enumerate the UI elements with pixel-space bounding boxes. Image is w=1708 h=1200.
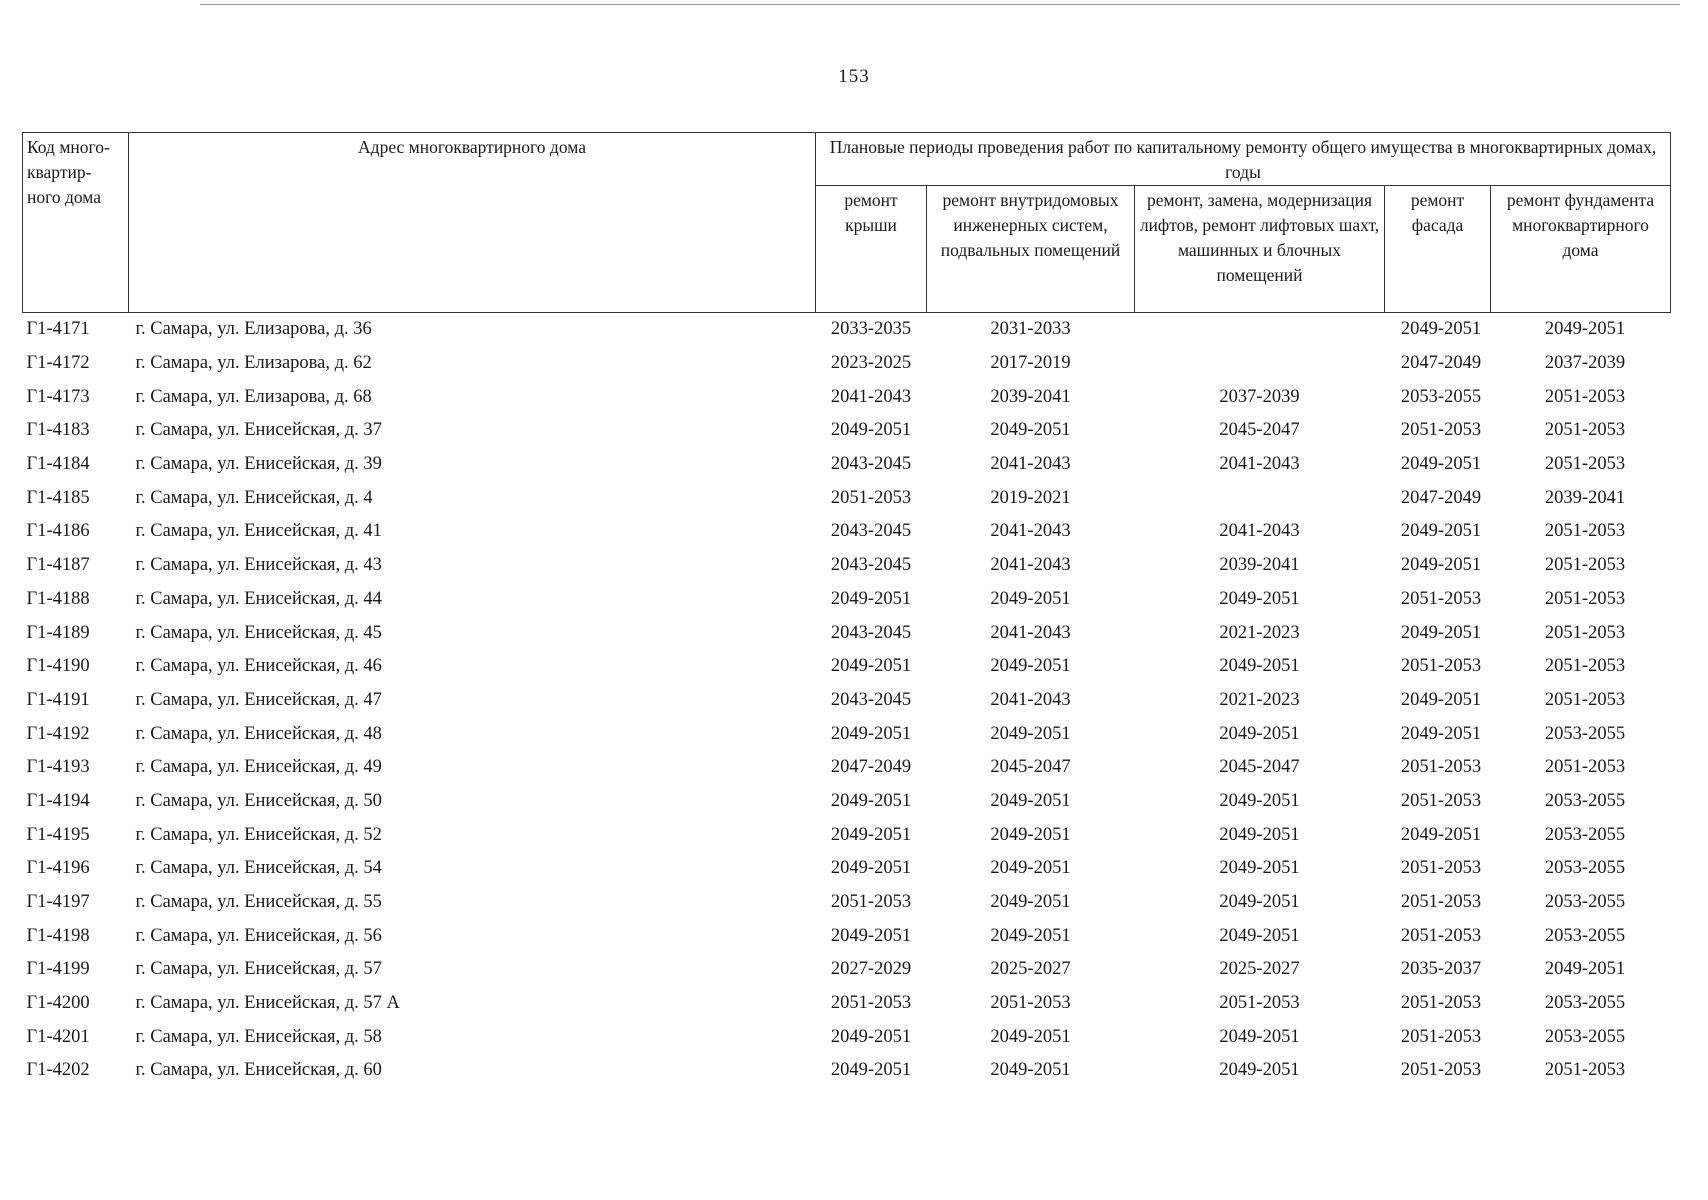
cell-roof: 2051-2053 [830,892,912,913]
cell-roof: 2041-2043 [830,386,912,407]
cell-foundation: 2053-2055 [1544,892,1626,913]
table-row [23,1020,1671,1054]
cell-facade: 2049-2051 [1400,824,1482,845]
cell-roof: 2049-2051 [830,588,912,609]
cell-foundation: 2053-2055 [1544,925,1626,946]
cell-address: г. Самара, ул. Енисейская, д. 49 [135,757,382,778]
cell-foundation: 2051-2053 [1544,555,1626,576]
cell-engineering: 2049-2051 [990,723,1071,744]
cell-code: Г1-4172 [26,353,90,374]
cell-facade: 2049-2051 [1400,319,1482,340]
cell-roof: 2049-2051 [830,824,912,845]
cell-engineering: 2017-2019 [990,353,1071,374]
table-row [23,886,1671,920]
column-header-foundation: ремонт фундамента многоквартирного дома [1491,186,1671,313]
cell-lift: 2049-2051 [1219,1060,1300,1081]
cell-address: г. Самара, ул. Енисейская, д. 4 [135,487,373,508]
table-row [23,313,1671,347]
cell-engineering: 2039-2041 [990,386,1071,407]
cell-address: г. Самара, ул. Елизарова, д. 68 [135,386,372,407]
cell-foundation: 2049-2051 [1544,319,1626,340]
cell-roof: 2023-2025 [830,353,912,374]
cell-lift: 2039-2041 [1219,555,1300,576]
cell-address: г. Самара, ул. Елизарова, д. 36 [135,319,372,340]
cell-engineering: 2019-2021 [990,487,1071,508]
cell-facade: 2049-2051 [1400,689,1482,710]
table-row [23,650,1671,684]
table-row [23,953,1671,987]
cell-engineering: 2041-2043 [990,454,1071,475]
column-header-address: Адрес многоквартирного дома [129,133,816,313]
cell-lift: 2041-2043 [1219,521,1300,542]
cell-code: Г1-4171 [26,319,90,340]
cell-foundation: 2037-2039 [1544,353,1626,374]
cell-roof: 2047-2049 [830,757,912,778]
cell-engineering: 2049-2051 [990,420,1071,441]
cell-address: г. Самара, ул. Енисейская, д. 47 [135,689,382,710]
cell-lift: 2049-2051 [1219,588,1300,609]
cell-foundation: 2051-2053 [1544,521,1626,542]
cell-roof: 2051-2053 [830,487,912,508]
cell-lift: 2041-2043 [1219,454,1300,475]
cell-roof: 2049-2051 [830,723,912,744]
cell-code: Г1-4202 [26,1060,90,1081]
cell-address: г. Самара, ул. Енисейская, д. 44 [135,588,382,609]
cell-code: Г1-4197 [26,892,90,913]
cell-lift: 2049-2051 [1219,790,1300,811]
cell-code: Г1-4201 [26,1026,90,1047]
cell-engineering: 2049-2051 [990,1026,1071,1047]
cell-lift [1135,481,1385,515]
cell-engineering: 2041-2043 [990,689,1071,710]
cell-foundation: 2051-2053 [1544,622,1626,643]
cell-lift: 2049-2051 [1219,892,1300,913]
cell-foundation: 2053-2055 [1544,723,1626,744]
cell-address: г. Самара, ул. Енисейская, д. 50 [135,790,382,811]
column-header-roof: ремонт крыши [816,186,927,313]
cell-code: Г1-4199 [26,959,90,980]
cell-engineering: 2049-2051 [990,588,1071,609]
cell-facade: 2049-2051 [1400,555,1482,576]
cell-code: Г1-4183 [26,420,90,441]
cell-engineering: 2045-2047 [990,757,1071,778]
cell-engineering: 2049-2051 [990,656,1071,677]
cell-engineering: 2051-2053 [990,993,1071,1014]
cell-facade: 2051-2053 [1400,993,1482,1014]
repair-schedule-table [22,132,1671,1088]
cell-engineering: 2049-2051 [990,1060,1071,1081]
cell-facade: 2051-2053 [1400,858,1482,879]
cell-lift: 2025-2027 [1219,959,1300,980]
cell-lift: 2037-2039 [1219,386,1300,407]
cell-lift: 2049-2051 [1219,723,1300,744]
cell-facade: 2051-2053 [1400,656,1482,677]
cell-roof: 2033-2035 [830,319,912,340]
cell-code: Г1-4194 [26,790,90,811]
cell-facade: 2035-2037 [1400,959,1482,980]
cell-lift: 2021-2023 [1219,622,1300,643]
column-header-code: Код много-квартир-ного дома [23,133,129,313]
cell-address: г. Самара, ул. Елизарова, д. 62 [135,353,372,374]
cell-engineering: 2041-2043 [990,521,1071,542]
cell-foundation: 2053-2055 [1544,993,1626,1014]
cell-code: Г1-4173 [26,386,90,407]
top-scan-rule [200,4,1680,5]
cell-facade: 2049-2051 [1400,521,1482,542]
cell-foundation: 2051-2053 [1544,588,1626,609]
cell-engineering: 2041-2043 [990,555,1071,576]
cell-facade: 2047-2049 [1400,487,1482,508]
cell-facade: 2047-2049 [1400,353,1482,374]
cell-code: Г1-4189 [26,622,90,643]
cell-code: Г1-4190 [26,656,90,677]
cell-facade: 2049-2051 [1400,454,1482,475]
cell-roof: 2043-2045 [830,521,912,542]
cell-lift [1135,313,1385,347]
table-row [23,583,1671,617]
cell-engineering: 2049-2051 [990,790,1071,811]
cell-lift: 2049-2051 [1219,925,1300,946]
table-row [23,549,1671,583]
cell-facade: 2051-2053 [1400,1026,1482,1047]
table-row [23,785,1671,819]
cell-code: Г1-4185 [26,487,90,508]
cell-address: г. Самара, ул. Енисейская, д. 52 [135,824,382,845]
cell-address: г. Самара, ул. Енисейская, д. 54 [135,858,382,879]
cell-address: г. Самара, ул. Енисейская, д. 57 А [135,993,400,1014]
cell-address: г. Самара, ул. Енисейская, д. 43 [135,555,382,576]
cell-roof: 2049-2051 [830,1060,912,1081]
cell-address: г. Самара, ул. Енисейская, д. 58 [135,1026,382,1047]
cell-code: Г1-4186 [26,521,90,542]
column-group-header-periods: Плановые периоды проведения работ по капитальному ремонту общего имущества в многоквартирных домах, годы [816,133,1671,186]
cell-foundation: 2051-2053 [1544,757,1626,778]
cell-foundation: 2049-2051 [1544,959,1626,980]
cell-address: г. Самара, ул. Енисейская, д. 41 [135,521,382,542]
cell-facade: 2051-2053 [1400,588,1482,609]
table-row [23,1054,1671,1088]
table-body [23,313,1671,1088]
cell-code: Г1-4193 [26,757,90,778]
table-row [23,515,1671,549]
cell-foundation: 2051-2053 [1544,420,1626,441]
cell-address: г. Самара, ул. Енисейская, д. 37 [135,420,382,441]
cell-code: Г1-4195 [26,824,90,845]
cell-roof: 2043-2045 [830,622,912,643]
cell-code: Г1-4192 [26,723,90,744]
cell-roof: 2049-2051 [830,1026,912,1047]
table-row [23,751,1671,785]
column-header-facade: ремонт фасада [1385,186,1491,313]
table-row [23,616,1671,650]
table-header [23,133,1671,313]
table-row [23,987,1671,1021]
cell-facade: 2049-2051 [1400,723,1482,744]
cell-roof: 2051-2053 [830,993,912,1014]
cell-foundation: 2051-2053 [1544,1060,1626,1081]
cell-facade: 2051-2053 [1400,420,1482,441]
cell-facade: 2049-2051 [1400,622,1482,643]
cell-roof: 2043-2045 [830,454,912,475]
cell-foundation: 2051-2053 [1544,689,1626,710]
cell-engineering: 2049-2051 [990,892,1071,913]
cell-foundation: 2053-2055 [1544,1026,1626,1047]
cell-foundation: 2053-2055 [1544,858,1626,879]
table-row [23,852,1671,886]
page-number: 153 [838,66,870,87]
cell-roof: 2027-2029 [830,959,912,980]
cell-foundation: 2039-2041 [1544,487,1626,508]
cell-roof: 2049-2051 [830,420,912,441]
cell-engineering: 2025-2027 [990,959,1071,980]
table-row [23,380,1671,414]
cell-address: г. Самара, ул. Енисейская, д. 60 [135,1060,382,1081]
cell-facade: 2053-2055 [1400,386,1482,407]
cell-lift: 2021-2023 [1219,689,1300,710]
cell-facade: 2051-2053 [1400,790,1482,811]
cell-lift: 2049-2051 [1219,858,1300,879]
column-header-engineering: ремонт внутридомовых инженерных систем, подвальных помещений [927,186,1135,313]
cell-foundation: 2053-2055 [1544,824,1626,845]
cell-lift: 2051-2053 [1219,993,1300,1014]
cell-foundation: 2051-2053 [1544,454,1626,475]
cell-facade: 2051-2053 [1400,892,1482,913]
cell-code: Г1-4187 [26,555,90,576]
cell-roof: 2049-2051 [830,790,912,811]
cell-engineering: 2049-2051 [990,824,1071,845]
cell-code: Г1-4198 [26,925,90,946]
table-row [23,818,1671,852]
cell-code: Г1-4200 [26,993,90,1014]
cell-code: Г1-4196 [26,858,90,879]
table-row [23,347,1671,381]
cell-facade: 2051-2053 [1400,1060,1482,1081]
cell-code: Г1-4191 [26,689,90,710]
cell-lift: 2049-2051 [1219,824,1300,845]
cell-roof: 2049-2051 [830,656,912,677]
cell-address: г. Самара, ул. Енисейская, д. 55 [135,892,382,913]
cell-facade: 2051-2053 [1400,925,1482,946]
cell-address: г. Самара, ул. Енисейская, д. 45 [135,622,382,643]
cell-lift: 2049-2051 [1219,1026,1300,1047]
column-header-lift: ремонт, замена, модернизация лифтов, ремонт лифтовых шахт, машинных и блочных помещений [1135,186,1385,313]
cell-lift: 2045-2047 [1219,420,1300,441]
cell-code: Г1-4188 [26,588,90,609]
cell-roof: 2043-2045 [830,689,912,710]
cell-address: г. Самара, ул. Енисейская, д. 48 [135,723,382,744]
cell-lift: 2045-2047 [1219,757,1300,778]
cell-foundation: 2053-2055 [1544,790,1626,811]
table-row [23,481,1671,515]
cell-code: Г1-4184 [26,454,90,475]
cell-roof: 2049-2051 [830,925,912,946]
cell-address: г. Самара, ул. Енисейская, д. 57 [135,959,382,980]
cell-engineering: 2049-2051 [990,858,1071,879]
cell-engineering: 2031-2033 [990,319,1071,340]
cell-address: г. Самара, ул. Енисейская, д. 46 [135,656,382,677]
cell-engineering: 2041-2043 [990,622,1071,643]
cell-roof: 2049-2051 [830,858,912,879]
cell-engineering: 2049-2051 [990,925,1071,946]
table-row [23,717,1671,751]
table-row [23,684,1671,718]
table-row [23,919,1671,953]
cell-foundation: 2051-2053 [1544,386,1626,407]
table-row [23,414,1671,448]
cell-lift: 2049-2051 [1219,656,1300,677]
cell-foundation: 2051-2053 [1544,656,1626,677]
cell-address: г. Самара, ул. Енисейская, д. 56 [135,925,382,946]
table-row [23,448,1671,482]
cell-lift [1135,347,1385,381]
cell-facade: 2051-2053 [1400,757,1482,778]
cell-address: г. Самара, ул. Енисейская, д. 39 [135,454,382,475]
cell-roof: 2043-2045 [830,555,912,576]
